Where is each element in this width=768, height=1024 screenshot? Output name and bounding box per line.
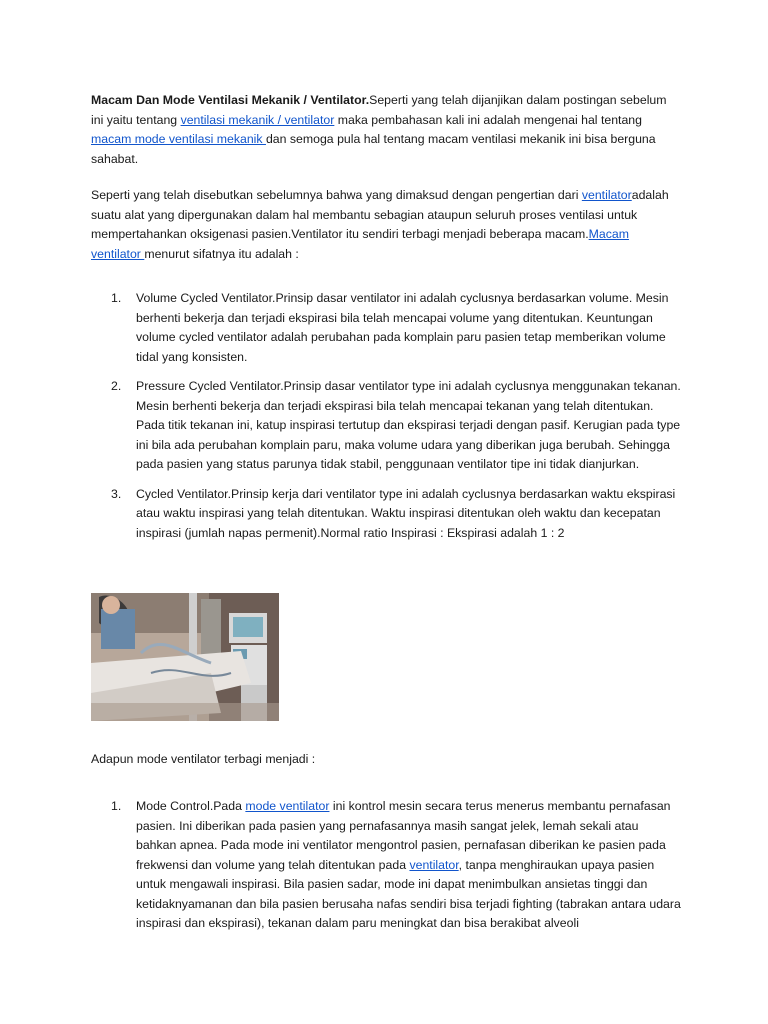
hospital-scene-illustration (91, 593, 279, 721)
list-item (91, 797, 681, 934)
intro-text: maka pembahasan kali ini adalah mengenai hal tentang (334, 112, 642, 127)
list-item-text: Volume Cycled Ventilator.Prinsip dasar ventilator ini adalah cyclusnya berdasarkan volume. Mesin berhenti bekerja dan terjadi ekspirasi bila telah mencapai volume yang ditentukan. Keuntungan volume cycled ventilator adalah perubahan pada komplain paru pasien tetap memberikan volume tidal yang konsisten. (136, 291, 669, 364)
list-item (91, 377, 681, 475)
intro-paragraph (91, 91, 681, 169)
link-ventilator[interactable]: ventilator (581, 188, 632, 202)
list-number: 1. (111, 291, 122, 305)
ventilator-types-list (91, 289, 681, 553)
list-item-text: Pressure Cycled Ventilator.Prinsip dasar ventilator type ini adalah cyclusnya menggunakan tekanan. Mesin berhenti bekerja dan terjadi ekspirasi bila telah mencapai tekanan yang telah ditentukan. Pada titik tekanan ini, katup inspirasi tertutup dan ekspirasi terjadi dengan pasif. Kerugian pada type ini bila ada perubahan komplain paru, maka volume udara yang diberikan juga berubah. Sehingga pada pasien yang status parunya tidak stabil, penggunaan ventilator tipe ini tidak dianjurkan. (136, 379, 681, 471)
list-item-text: Cycled Ventilator.Prinsip kerja dari ventilator type ini adalah cyclusnya berdasarkan waktu ekspirasi atau waktu inspirasi yang telah ditentukan. Waktu inspirasi ditentukan oleh waktu dan kecepatan inspirasi (jumlah napas permenit).Normal ratio Inspirasi : Ekspirasi adalah 1 : 2 (136, 486, 676, 540)
list-item-text: Mode Control.Pada (136, 799, 246, 813)
list-number: 3. (111, 486, 122, 501)
modes-heading: Adapun mode ventilator terbagi menjadi : (91, 752, 316, 766)
list-number: 1. (111, 799, 122, 813)
ventilator-modes-list (91, 797, 681, 944)
article-title: Macam Dan Mode Ventilasi Mekanik / Ventilator. (91, 93, 370, 107)
link-macam-mode-ventilasi[interactable]: macam mode ventilasi mekanik (91, 132, 266, 146)
list-item (91, 485, 681, 544)
link-macam-ventilator[interactable]: Macam ventilator (91, 227, 629, 261)
link-ventilasi-mekanik[interactable]: ventilasi mekanik / ventilator (180, 112, 335, 127)
link-mode-ventilator[interactable]: mode ventilator (245, 799, 330, 813)
definition-paragraph (91, 186, 681, 264)
list-number: 2. (111, 379, 122, 393)
intro-text: dan semoga pula hal tentang macam ventilasi mekanik ini bisa berguna sahabat. (91, 132, 656, 166)
definition-text: menurut sifatnya itu adalah : (144, 246, 299, 261)
ventilator-patient-photo (91, 593, 279, 721)
list-item (91, 289, 681, 367)
intro-text: Seperti yang telah dijanjikan dalam postingan sebelum ini yaitu tentang (91, 93, 667, 127)
list-item-text: , tanpa menghiraukan upaya pasien untuk mengawali inspirasi. Bila pasien sadar, mode ini dapat menimbulkan ansietas tinggi dan ketidaknyamanan dan bila pasien berusaha nafas sendiri bisa terjadi fighting (tabrakan antara udara inspirasi dan ekspirasi), tekanan dalam paru meningkat dan bisa berakibat alveoli (136, 857, 681, 930)
definition-text: adalah suatu alat yang dipergunakan dalam hal membantu sebagian ataupun seluruh proses ventilasi untuk mempertahankan oksigenasi pasien.Ventilator itu sendiri terbagi menjadi beberapa macam. (91, 188, 669, 241)
definition-text: Seperti yang telah disebutkan sebelumnya bahwa yang dimaksud dengan pengertian dari (91, 188, 582, 202)
link-ventilator-2[interactable]: ventilator (409, 857, 459, 872)
list-item-text: ini kontrol mesin secara terus menerus membantu pernafasan pasien. Ini diberikan pada pasien yang pernafasannya masih sangat jelek, lemah sekali atau bahkan apnea. Pada mode ini ventilator mengontrol pasien, pernafasan diberikan ke pasien pada frekwensi dan volume yang telah ditentukan pada (136, 799, 671, 872)
